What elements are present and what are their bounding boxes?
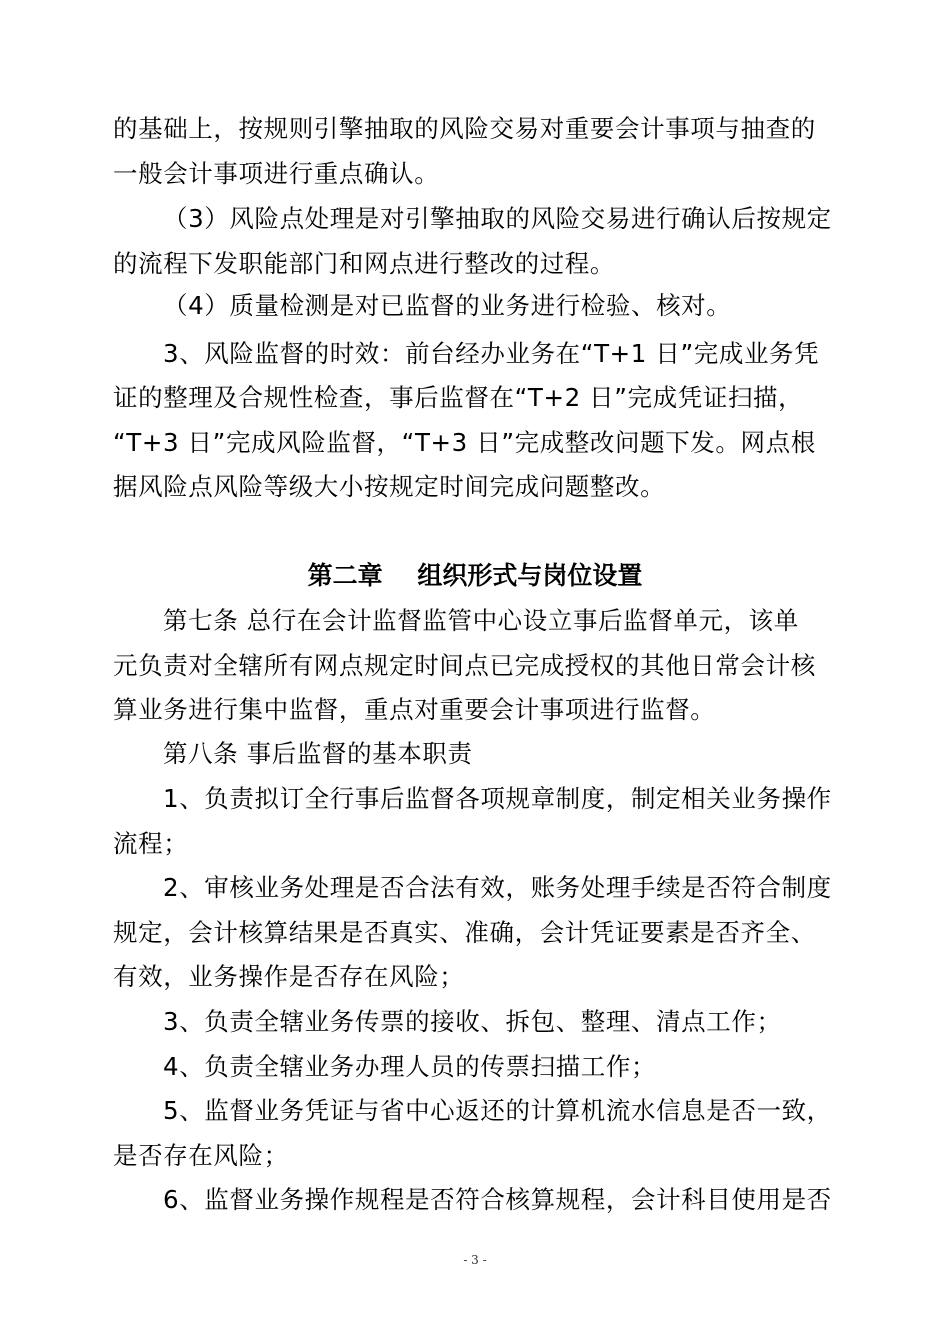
body-line: （4）质量检测是对已监督的业务进行检验、核对。 — [163, 291, 732, 320]
body-line: 的流程下发职能部门和网点进行整改的过程。 — [113, 249, 615, 278]
body-line: （3）风险点处理是对引擎抽取的风险交易进行确认后按规定 — [163, 204, 832, 233]
body-line: 有效，业务操作是否存在风险； — [113, 962, 465, 991]
list-item: 6、监督业务操作规程是否符合核算规程，会计科目使用是否 — [163, 1185, 832, 1214]
body-line: 是否存在风险； — [113, 1141, 289, 1170]
body-line: 一般会计事项进行重点确认。 — [113, 159, 440, 188]
body-line: 流程； — [113, 829, 189, 858]
list-item: 1、负责拟订全行事后监督各项规章制度，制定相关业务操作 — [163, 784, 832, 813]
body-line: 3、风险监督的时效：前台经办业务在“T+1 日”完成业务凭 — [163, 339, 820, 368]
body-line: 证的整理及合规性检查，事后监督在“T+2 日”完成凭证扫描， — [113, 383, 804, 412]
page-number: - 3 - — [463, 1253, 487, 1267]
chapter-heading: 第二章 组织形式与岗位设置 — [307, 561, 643, 590]
body-line: 元负责对全辖所有网点规定时间点已完成授权的其他日常会计核 — [113, 651, 816, 680]
body-line: 规定，会计核算结果是否真实、准确，会计凭证要素是否齐全、 — [113, 918, 816, 947]
article-line: 第八条 事后监督的基本职责 — [163, 739, 473, 768]
list-item: 4、负责全辖业务办理人员的传票扫描工作； — [163, 1052, 657, 1081]
list-item: 5、监督业务凭证与省中心返还的计算机流水信息是否一致， — [163, 1096, 832, 1125]
article-line: 第七条 总行在会计监督监管中心设立事后监督单元，该单 — [163, 606, 799, 635]
body-line: 算业务进行集中监督，重点对重要会计事项进行监督。 — [113, 695, 716, 724]
body-line: 据风险点风险等级大小按规定时间完成问题整改。 — [113, 472, 666, 501]
list-item: 3、负责全辖业务传票的接收、拆包、整理、清点工作； — [163, 1007, 782, 1036]
body-line: “T+3 日”完成风险监督，“T+3 日”完成整改问题下发。网点根 — [113, 428, 816, 457]
body-line: 的基础上，按规则引擎抽取的风险交易对重要会计事项与抽查的 — [113, 114, 816, 143]
list-item: 2、审核业务处理是否合法有效，账务处理手续是否符合制度 — [163, 873, 832, 902]
